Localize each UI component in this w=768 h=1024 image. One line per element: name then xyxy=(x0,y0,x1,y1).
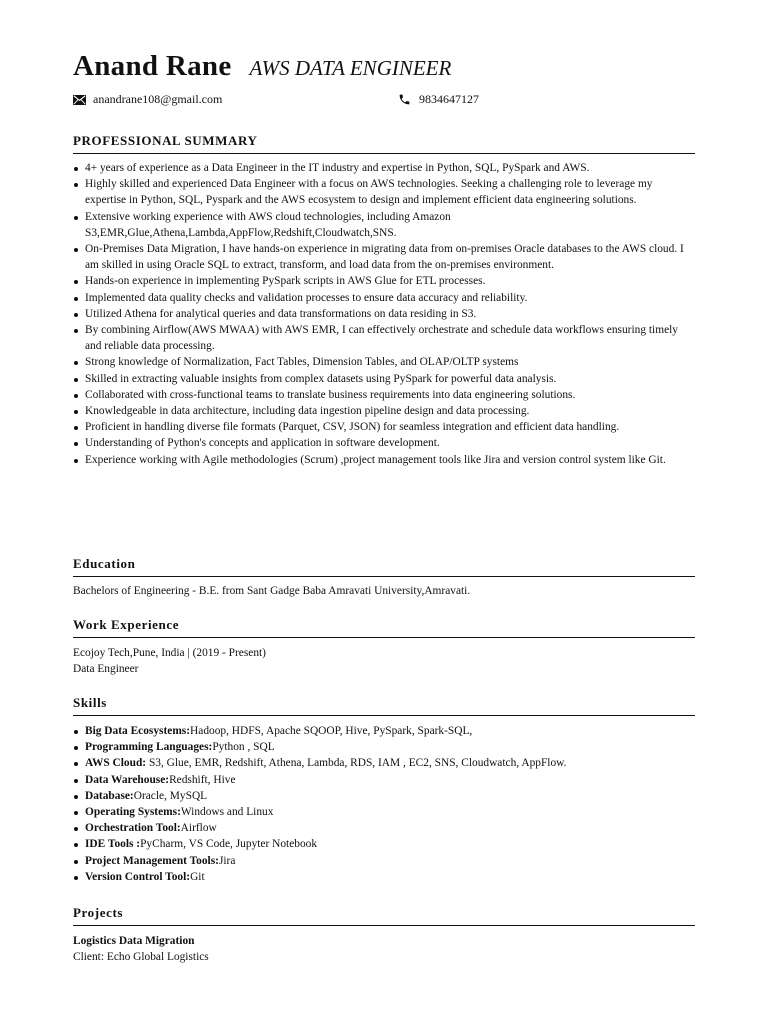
skill-value: PyCharm, VS Code, Jupyter Notebook xyxy=(140,838,318,851)
skill-label: AWS Cloud: xyxy=(85,757,147,770)
email-text: anandrane108@gmail.com xyxy=(93,92,223,106)
summary-heading: PROFESSIONAL SUMMARY xyxy=(73,133,695,154)
skills-heading: Skills xyxy=(73,695,695,716)
work-experience-block xyxy=(73,645,695,677)
skill-label: IDE Tools : xyxy=(85,838,141,851)
summary-item: Implemented data quality checks and validation processes to ensure data accuracy and reliability. xyxy=(73,290,695,306)
skill-item xyxy=(73,836,695,852)
education-text: Bachelors of Engineering - B.E. from Sant Gadge Baba Amravati University,Amravati. xyxy=(73,585,471,597)
skill-value: Oracle, MySQL xyxy=(133,789,208,802)
phone-text: 9834647127 xyxy=(419,92,479,106)
skill-item xyxy=(73,788,695,804)
summary-item: Extensive working experience with AWS cloud technologies, including Amazon S3,EMR,Glue,Athena,Lambda,AppFlow,Redshift,Cloudwatch,SNS. xyxy=(73,209,695,241)
projects-heading: Projects xyxy=(73,905,695,926)
candidate-name: Anand Rane xyxy=(73,50,232,82)
phone-contact[interactable] xyxy=(398,92,479,107)
summary-item: On-Premises Data Migration, I have hands-on experience in migrating data from on-premises Oracle databases to the AWS cloud. I am skilled in using Oracle SQL to extract, transform, and load data from the on-premises environment. xyxy=(73,241,695,273)
envelope-icon xyxy=(73,95,86,105)
phone-icon xyxy=(398,93,411,106)
job-title: AWS DATA ENGINEER xyxy=(249,56,452,80)
summary-item: Collaborated with cross-functional teams to translate business requirements into data engineering solutions. xyxy=(73,387,695,403)
skill-value: Redshift, Hive xyxy=(169,773,236,786)
role-title: Data Engineer xyxy=(73,663,139,676)
summary-item: 4+ years of experience as a Data Engineer in the IT industry and expertise in Python, SQL, PySpark and AWS. xyxy=(73,160,695,176)
skill-value: Hadoop, HDFS, Apache SQOOP, Hive, PySpark, Spark-SQL, xyxy=(190,725,473,737)
education-heading: Education xyxy=(73,556,695,577)
skill-item xyxy=(73,755,695,771)
skill-label: Database: xyxy=(85,789,134,802)
summary-list xyxy=(73,160,695,468)
summary-item: Understanding of Python's concepts and application in software development. xyxy=(73,435,695,451)
project-name: Logistics Data Migration xyxy=(73,935,195,947)
work-experience-heading: Work Experience xyxy=(73,617,695,638)
summary-item: Utilized Athena for analytical queries and data transformations on data residing in S3. xyxy=(73,306,695,322)
skill-label: Operating Systems: xyxy=(85,806,181,819)
project-block xyxy=(73,933,695,965)
summary-item: Highly skilled and experienced Data Engineer with a focus on AWS technologies. Seeking a challenging role to leverage my expertise in Python, SQL, Pyspark and the AWS ecosystem to design and implement efficient data engineering solutions. xyxy=(73,176,695,208)
summary-item: Knowledgeable in data architecture, including data ingestion pipeline design and data processing. xyxy=(73,403,695,419)
skill-item xyxy=(73,739,695,755)
skill-value: S3, Glue, EMR, Redshift, Athena, Lambda, RDS, IAM , EC2, SNS, Cloudwatch, AppFlow. xyxy=(146,757,567,770)
skill-item xyxy=(73,869,695,885)
contact-row xyxy=(73,92,695,108)
skill-item xyxy=(73,723,695,739)
company-line: Ecojoy Tech,Pune, India | (2019 - Present) xyxy=(73,647,266,659)
summary-item: Hands-on experience in implementing PySpark scripts in AWS Glue for ETL processes. xyxy=(73,273,695,289)
skill-label: Project Management Tools: xyxy=(85,854,219,867)
skill-value: Git xyxy=(190,870,205,883)
skill-label: Programming Languages: xyxy=(85,741,213,754)
summary-item: Skilled in extracting valuable insights from complex datasets using PySpark for powerful data analysis. xyxy=(73,371,695,387)
summary-item: By combining Airflow(AWS MWAA) with AWS EMR, I can effectively orchestrate and schedule data workflows ensuring timely and reliable data processing. xyxy=(73,322,695,354)
summary-item: Strong knowledge of Normalization, Fact Tables, Dimension Tables, and OLAP/OLTP systems xyxy=(73,354,695,370)
skills-list xyxy=(73,723,695,885)
skill-value: Jira xyxy=(218,854,236,867)
email-contact[interactable] xyxy=(73,92,222,107)
skill-label: Big Data Ecosystems: xyxy=(85,725,191,737)
skill-item xyxy=(73,853,695,869)
skill-item xyxy=(73,820,695,836)
skill-value: Airflow xyxy=(180,822,217,835)
summary-item: Experience working with Agile methodologies (Scrum) ,project management tools like Jira and version control system like Git. xyxy=(73,452,695,468)
skill-item xyxy=(73,772,695,788)
resume-header xyxy=(73,50,695,83)
skill-value: Python , SQL xyxy=(212,741,275,754)
project-client: Client: Echo Global Logistics xyxy=(73,951,209,964)
skill-item xyxy=(73,804,695,820)
skill-label: Version Control Tool: xyxy=(85,870,191,883)
skill-label: Data Warehouse: xyxy=(85,773,170,786)
summary-item: Proficient in handling diverse file formats (Parquet, CSV, JSON) for seamless integration and efficient data handling. xyxy=(73,419,695,435)
skill-label: Orchestration Tool: xyxy=(85,822,181,835)
skill-value: Windows and Linux xyxy=(180,806,274,819)
